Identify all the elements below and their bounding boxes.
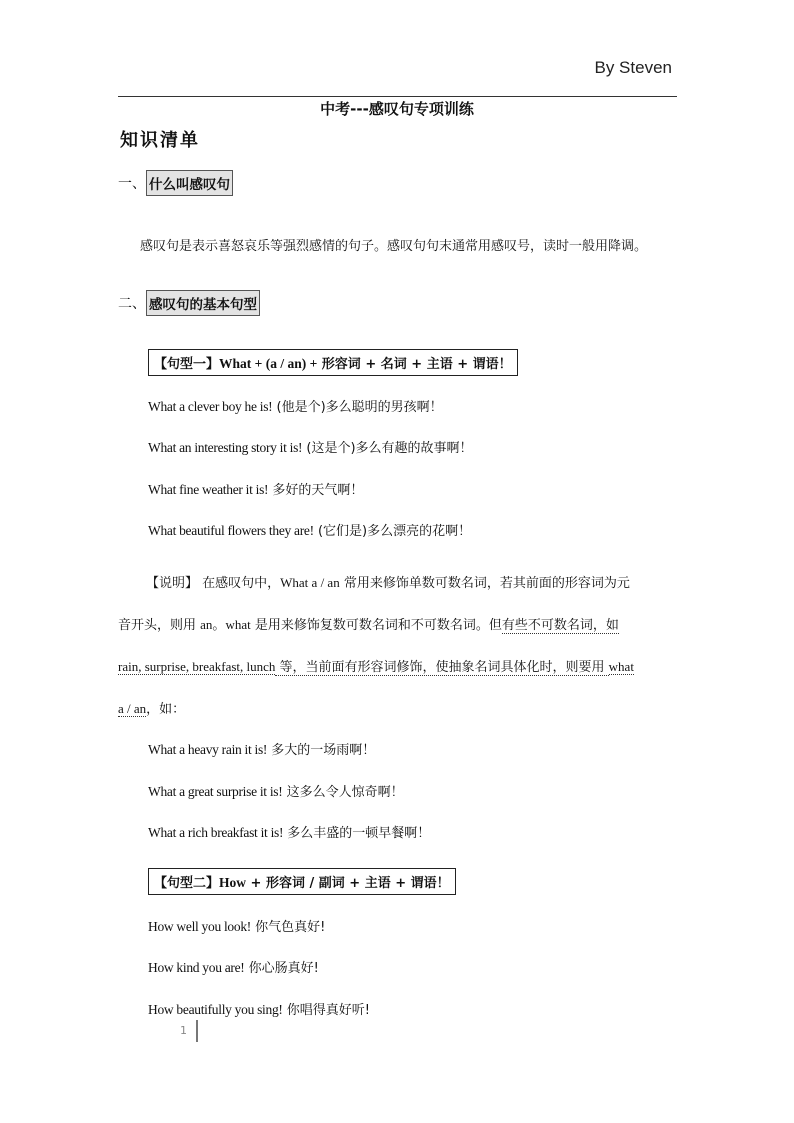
- example-line: What fine weather it is! 多好的天气啊！: [148, 482, 364, 498]
- pattern1-box: [148, 349, 518, 376]
- example-line: How kind you are! 你心肠真好!: [148, 960, 319, 976]
- author-header: By Steven: [594, 58, 672, 77]
- header-rule: [118, 96, 677, 97]
- section2-heading: [118, 290, 260, 316]
- example-line: What an interesting story it is! (这是个)多么有趣的故事啊！: [148, 440, 473, 456]
- pattern2-tag: 【句型二】: [154, 876, 220, 891]
- note-line-3: rain, surprise, breakfast, lunch 等，当前面有形容词修饰，使抽象名词具体化时，则要用 what: [118, 659, 634, 675]
- section-heading: 知识清单: [120, 130, 200, 151]
- example-line: What beautiful flowers they are! (它们是)多么漂亮的花啊！: [148, 523, 472, 539]
- example-line: What a heavy rain it is! 多大的一场雨啊！: [148, 742, 376, 758]
- pattern2-formula-cn: + 形容词 / 副词 + 主语 + 谓语！: [246, 876, 450, 891]
- page-number-bar: [196, 1020, 198, 1042]
- section2-label: 感叹句的基本句型: [146, 290, 260, 316]
- note-line-4: a / an，如：: [118, 701, 186, 717]
- section1-heading: [118, 170, 233, 196]
- pattern1-formula-cn: 形容词 + 名词 + 主语 + 谓语！: [317, 357, 512, 372]
- section1-number: 一、: [118, 176, 146, 192]
- pattern2-formula-en: How: [219, 875, 247, 890]
- note-line-1: 【说明】 在感叹句中，What a / an 常用来修饰单数可数名词，若其前面的形容词为元: [146, 575, 630, 591]
- note-line-2: 音开头，则用 an。what 是用来修饰复数可数名词和不可数名词。但有些不可数名词，如: [118, 617, 619, 633]
- example-line: What a rich breakfast it is! 多么丰盛的一顿早餐啊！: [148, 825, 431, 841]
- example-line: What a clever boy he is! (他是个)多么聪明的男孩啊！: [148, 399, 443, 415]
- example-line: What a great surprise it is! 这多么令人惊奇啊！: [148, 784, 404, 800]
- example-line: How well you look! 你气色真好!: [148, 919, 326, 935]
- example-line: How beautifully you sing! 你唱得真好听!: [148, 1002, 370, 1018]
- section1-label: 什么叫感叹句: [146, 170, 233, 196]
- pattern2-box: [148, 868, 456, 895]
- section2-number: 二、: [118, 296, 146, 312]
- pattern1-formula-en: What + (a / an) +: [219, 356, 318, 371]
- page-number: 1: [180, 1024, 187, 1037]
- document-title: 中考---感叹句专项训练: [320, 100, 474, 118]
- pattern1-tag: 【句型一】: [154, 357, 220, 372]
- definition-paragraph: 感叹句是表示喜怒哀乐等强烈感情的句子。感叹句句末通常用感叹号，读时一般用降调。: [140, 239, 648, 254]
